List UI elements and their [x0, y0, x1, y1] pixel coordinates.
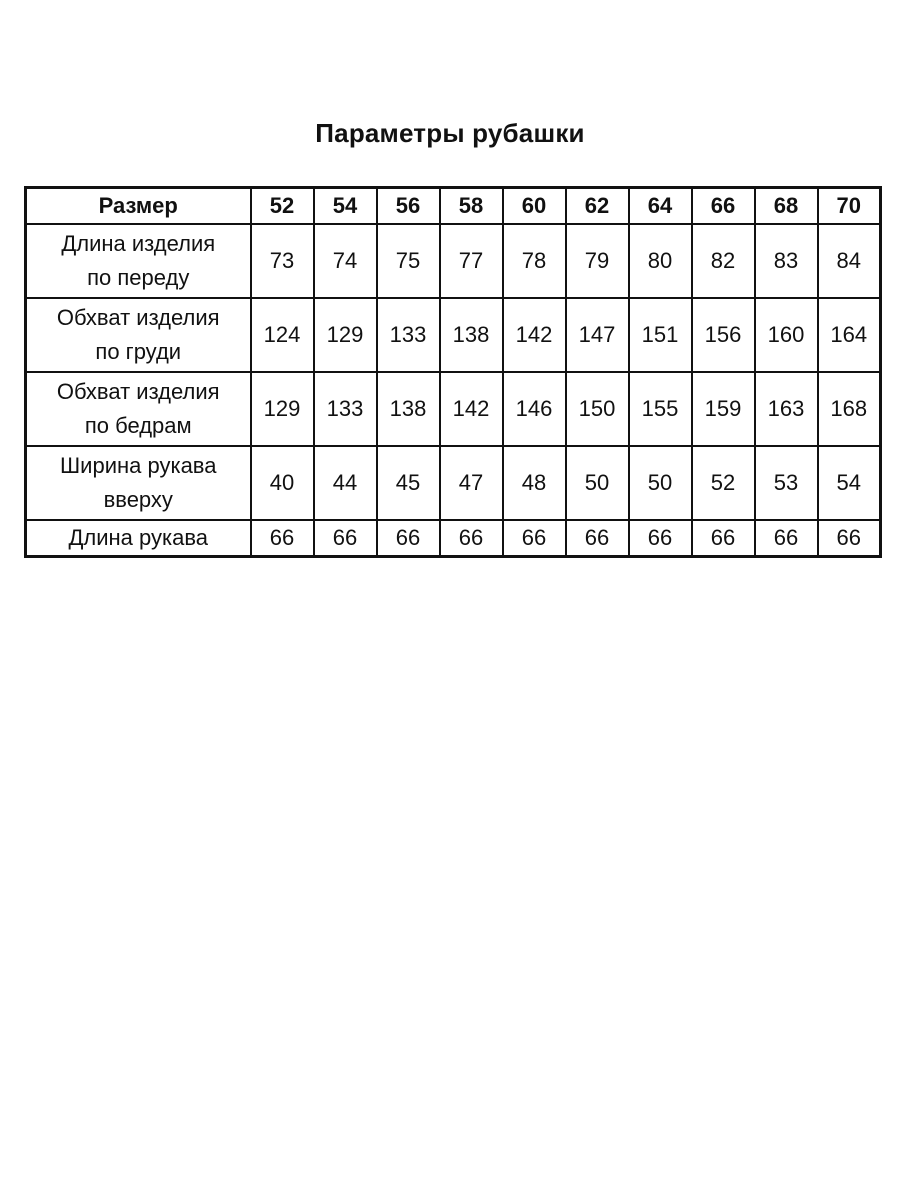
- value-cell: 146: [503, 372, 566, 446]
- size-header-cell: 66: [692, 188, 755, 224]
- param-label: [26, 298, 251, 372]
- value-cell: 156: [692, 298, 755, 372]
- value-cell: 147: [566, 298, 629, 372]
- param-label: [26, 372, 251, 446]
- table-row-sleeve-width: [26, 446, 881, 520]
- size-header-label: Размер: [26, 188, 251, 224]
- value-cell: 129: [314, 298, 377, 372]
- value-cell: 151: [629, 298, 692, 372]
- value-cell: 66: [251, 520, 314, 557]
- value-cell: 66: [377, 520, 440, 557]
- param-label-line1: Длина рукава: [68, 524, 209, 550]
- value-cell: 48: [503, 446, 566, 520]
- value-cell: 150: [566, 372, 629, 446]
- size-header-cell: 60: [503, 188, 566, 224]
- param-label-line1: Длина изделия: [61, 230, 216, 256]
- size-chart-table: [24, 186, 882, 558]
- table-row-sleeve-length: [26, 520, 881, 557]
- param-label: [26, 446, 251, 520]
- value-cell: 168: [818, 372, 881, 446]
- value-cell: 84: [818, 224, 881, 298]
- value-cell: 124: [251, 298, 314, 372]
- param-label-line1: Обхват изделия: [56, 304, 220, 330]
- size-header-cell: 56: [377, 188, 440, 224]
- param-label-line1: Ширина рукава: [60, 452, 217, 478]
- size-header-cell: 70: [818, 188, 881, 224]
- value-cell: 66: [503, 520, 566, 557]
- value-cell: 66: [755, 520, 818, 557]
- table-header-row: [26, 188, 881, 224]
- value-cell: 66: [566, 520, 629, 557]
- value-cell: 53: [755, 446, 818, 520]
- table-row-front-length: [26, 224, 881, 298]
- value-cell: 75: [377, 224, 440, 298]
- value-cell: 52: [692, 446, 755, 520]
- param-label-line1: Обхват изделия: [56, 378, 220, 404]
- value-cell: 142: [440, 372, 503, 446]
- param-label: [26, 224, 251, 298]
- param-label-line2: по груди: [95, 338, 182, 364]
- value-cell: 79: [566, 224, 629, 298]
- size-header-cell: 54: [314, 188, 377, 224]
- table-row-hip-girth: [26, 372, 881, 446]
- value-cell: 66: [692, 520, 755, 557]
- value-cell: 83: [755, 224, 818, 298]
- page-title: Параметры рубашки: [315, 118, 585, 148]
- value-cell: 138: [440, 298, 503, 372]
- value-cell: 77: [440, 224, 503, 298]
- value-cell: 142: [503, 298, 566, 372]
- value-cell: 50: [629, 446, 692, 520]
- param-label-line2: по бедрам: [84, 412, 192, 438]
- table-row-chest-girth: [26, 298, 881, 372]
- value-cell: 78: [503, 224, 566, 298]
- size-header-cell: 58: [440, 188, 503, 224]
- value-cell: 155: [629, 372, 692, 446]
- value-cell: 74: [314, 224, 377, 298]
- value-cell: 66: [440, 520, 503, 557]
- size-header-cell: 68: [755, 188, 818, 224]
- param-label-line2: по переду: [87, 264, 190, 290]
- value-cell: 164: [818, 298, 881, 372]
- value-cell: 66: [818, 520, 881, 557]
- value-cell: 163: [755, 372, 818, 446]
- size-header-cell: 64: [629, 188, 692, 224]
- value-cell: 133: [377, 298, 440, 372]
- value-cell: 50: [566, 446, 629, 520]
- value-cell: 66: [314, 520, 377, 557]
- value-cell: 47: [440, 446, 503, 520]
- value-cell: 159: [692, 372, 755, 446]
- size-header-cell: 62: [566, 188, 629, 224]
- value-cell: 138: [377, 372, 440, 446]
- value-cell: 73: [251, 224, 314, 298]
- value-cell: 80: [629, 224, 692, 298]
- param-label-line2: вверху: [103, 486, 173, 512]
- value-cell: 54: [818, 446, 881, 520]
- value-cell: 160: [755, 298, 818, 372]
- value-cell: 44: [314, 446, 377, 520]
- value-cell: 66: [629, 520, 692, 557]
- value-cell: 133: [314, 372, 377, 446]
- value-cell: 40: [251, 446, 314, 520]
- value-cell: 82: [692, 224, 755, 298]
- size-header-cell: 52: [251, 188, 314, 224]
- param-label: [26, 520, 251, 557]
- value-cell: 45: [377, 446, 440, 520]
- value-cell: 129: [251, 372, 314, 446]
